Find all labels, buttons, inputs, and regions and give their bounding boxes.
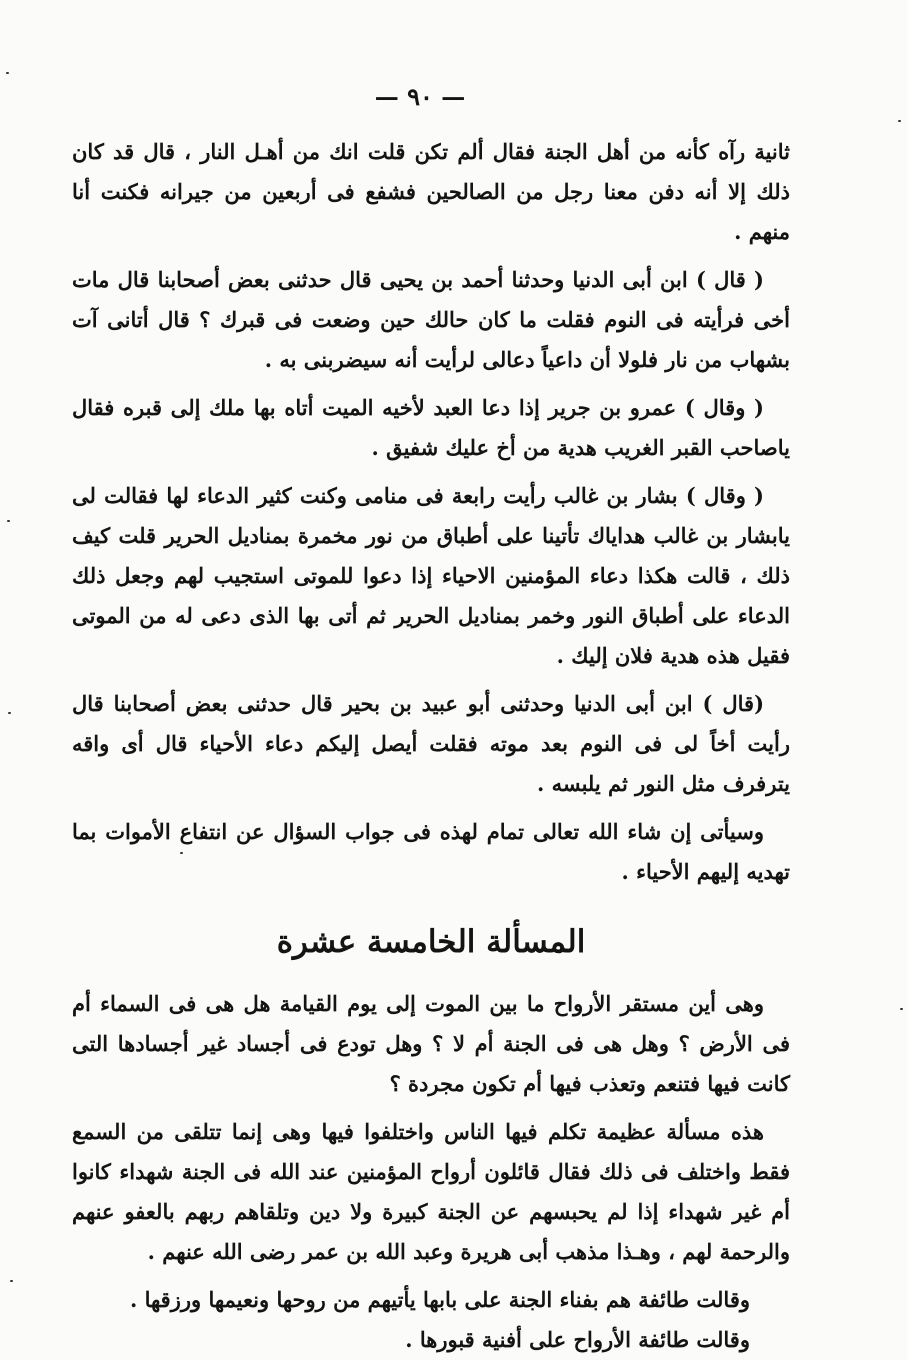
paragraph-amr-ibn-jarir: ( وقال ) عمرو بن جرير إذا دعا العبد لأخيه الميت أتاه بها ملك إلى قبره فقال ياصاحب القبر الغريب هدية من أخ عليك شفيق . xyxy=(72,395,790,460)
page-body xyxy=(72,132,790,1360)
scan-speck xyxy=(180,852,183,854)
scan-speck xyxy=(900,1008,903,1010)
paragraph-ibn-abi-dunya-2: (قال ) ابن أبى الدنيا وحدثنى أبو عبيد بن بحير قال حدثنى بعض أصحابنا قال رأيت أخاً لى فى النوم بعد موته فقلت أيصل إليكم دعاء الأحياء قال أى واقه يترفرف مثل النور ثم يلبسه . xyxy=(72,691,790,796)
paragraph-forward-reference: وسيأتى إن شاء الله تعالى تمام لهذه فى جواب السؤال عن انتفاع الأموات بما تهديه إليهم الأحياء . xyxy=(72,819,790,884)
paragraph-continuation: ثانية رآه كأنه من أهل الجنة فقال ألم تكن قلت انك من أهـل النار ، قال قد كان ذلك إلا أنه دفن معنا رجل من الصالحين فشفع فى أربعين من جيرانه فكنت أنا منهم . xyxy=(72,139,790,244)
section-answer-paragraph: هذه مسألة عظيمة تكلم فيها الناس واختلفوا فيها وهى إنما تتلقى من السمع فقط واختلف فى ذلك فقال قائلون أرواح المؤمنين عند الله فى الجنة شهداء كانوا أم غير شهداء إذا لم يحبسهم عن الجنة كبيرة ولا دين وتلقاهم ربهم بالعفو عنهم والرحمة لهم ، وهـذا مذهب أبى هريرة وعبد الله بن عمر رضى الله عنهم . xyxy=(72,1119,790,1264)
section-question-paragraph: وهى أين مستقر الأرواح ما بين الموت إلى يوم القيامة هل هى فى السماء أم فى الأرض ؟ وهل هى فى الجنة أم لا ؟ وهل تودع فى أجساد غير أجسادها التى كانت فيها فتنعم وتعذب فيها أم تكون مجردة ؟ xyxy=(72,991,790,1096)
page-number: — ٩٠ — xyxy=(374,82,466,111)
scan-speck xyxy=(898,120,901,122)
paragraph-ibn-abi-dunya-1: ( قال ) ابن أبى الدنيا وحدثنا أحمد بن يحيى قال حدثنى بعض أصحابنا قال مات أخى فرأيته فى النوم فقلت ما كان حالك حين وضعت فى قبرك ؟ قال أتانى آت بشهاب من نار فلولا أن داعياً دعالى لرأيت أنه سيضربنى به . xyxy=(72,267,790,372)
opinion-line-1: وقالت طائفة هم بفناء الجنة على بابها يأتيهم من روحها ونعيمها ورزقها . xyxy=(129,1287,750,1312)
opinion-line-2: وقالت طائفة الأرواح على أفنية قبورها . xyxy=(405,1327,750,1352)
scan-speck xyxy=(7,520,10,522)
section-heading: المسألة الخامسة عشرة xyxy=(276,924,586,960)
paragraph-bashar-ibn-ghalib: ( وقال ) بشار بن غالب رأيت رابعة فى منامى وكنت كثير الدعاء لها فقالت لى يابشار بن غالب هداياك تأتينا على أطباق من نور مخمرة بمناديل الحرير قلت كيف ذلك ، قالت هكذا دعاء المؤمنين الاحياء إذا دعوا للموتى استجيب لهم وجعل ذلك الدعاء على أطباق النور وخمر بمناديل الحرير ثم أتى بها الذى دعى له من الموتى فقيل هذه هدية فلان إليك . xyxy=(72,483,790,668)
scan-speck xyxy=(8,712,11,714)
scan-speck xyxy=(6,72,9,74)
scan-speck xyxy=(10,1280,13,1282)
